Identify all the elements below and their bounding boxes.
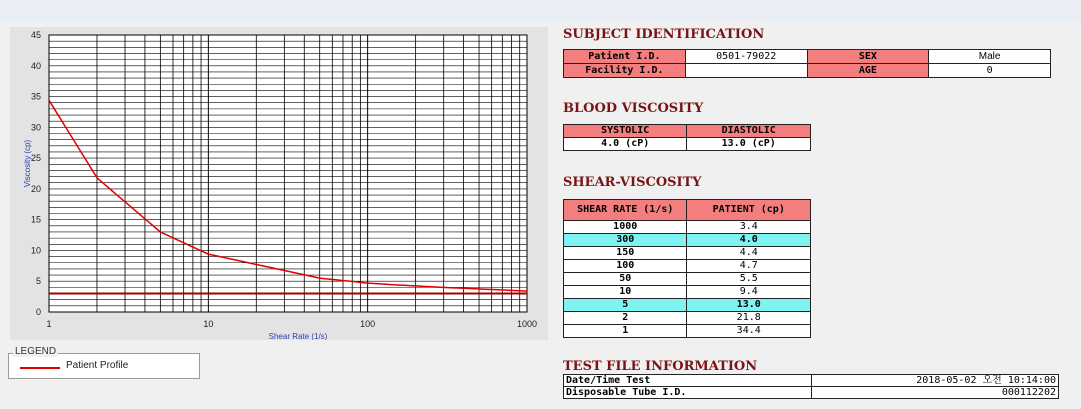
table-row [564,312,811,325]
shear-rate-cell: 150 [564,247,687,260]
patient-id-label: Patient I.D. [564,50,686,64]
table-row [564,234,811,247]
table-row [564,221,811,234]
subject-table [563,49,1051,78]
x-axis-label: Shear Rate (1/s) [268,332,328,340]
diastolic-value: 13.0 (cP) [687,138,811,151]
shear-viscosity-title: SHEAR-VISCOSITY [563,175,702,190]
x-tick-label: 10 [203,319,214,329]
y-tick-label: 35 [30,91,41,102]
shear-rate-cell: 5 [564,299,687,312]
patient-value-cell: 9.4 [687,286,811,299]
table-row [564,299,811,312]
shear-rate-header: SHEAR RATE (1/s) [564,200,687,221]
age-label: AGE [807,64,929,78]
disposable-tube-label: Disposable Tube I.D. [564,387,812,399]
window-top-bar [0,0,1081,22]
systolic-value: 4.0 (cP) [564,138,687,151]
plot-area [49,35,527,312]
shear-rate-cell: 300 [564,234,687,247]
table-row [564,260,811,273]
legend-title: LEGEND [15,346,57,357]
diastolic-label: DIASTOLIC [687,125,811,138]
patient-value-cell: 5.5 [687,273,811,286]
table-row [564,273,811,286]
facility-id-label: Facility I.D. [564,64,686,78]
legend-line-swatch [20,367,60,369]
test-file-table [563,374,1059,399]
y-tick-label: 10 [30,245,41,256]
legend-label: Patient Profile [66,360,129,371]
shear-rate-cell: 100 [564,260,687,273]
x-tick-label: 1 [46,319,52,329]
shear-rate-cell: 1000 [564,221,687,234]
systolic-label: SYSTOLIC [564,125,687,138]
y-tick-label: 30 [30,122,41,133]
x-tick-label: 1000 [516,319,538,329]
date-time-label: Date/Time Test [564,375,812,387]
patient-value-cell: 13.0 [687,299,811,312]
shear-table-body [564,221,811,338]
y-tick-label: 15 [30,214,41,225]
date-time-value: 2018-05-02 오전 10:14:00 [811,375,1058,387]
y-axis-label: Viscosity (cp) [23,139,32,188]
patient-value-cell: 34.4 [687,325,811,338]
patient-value-cell: 4.0 [687,234,811,247]
y-tick-label: 0 [35,307,41,317]
y-tick-label: 5 [35,276,41,287]
shear-rate-cell: 50 [564,273,687,286]
y-tick-label: 45 [30,30,41,40]
test-file-title: TEST FILE INFORMATION [563,359,758,374]
sex-label: SEX [807,50,929,64]
viscosity-chart [10,27,548,340]
y-tick-label: 20 [30,183,41,194]
x-tick-label: 100 [360,319,376,329]
blood-viscosity-title: BLOOD VISCOSITY [563,101,704,116]
shear-rate-cell: 1 [564,325,687,338]
viscosity-chart-svg [10,27,548,340]
patient-value-cell: 21.8 [687,312,811,325]
shear-rate-cell: 10 [564,286,687,299]
table-row [564,286,811,299]
facility-id-value [685,64,807,78]
y-tick-label: 40 [30,60,41,71]
disposable-tube-value: 000112202 [811,387,1058,399]
y-tick-label: 25 [30,153,41,164]
table-row [564,325,811,338]
age-value: 0 [929,64,1051,78]
patient-value-cell: 3.4 [687,221,811,234]
patient-value-cell: 4.4 [687,247,811,260]
subject-title: SUBJECT IDENTIFICATION [563,27,765,42]
patient-id-value: 0501-79022 [685,50,807,64]
shear-viscosity-table [563,199,811,338]
sex-value: Male [929,50,1051,64]
patient-value-cell: 4.7 [687,260,811,273]
shear-rate-cell: 2 [564,312,687,325]
patient-header: PATIENT (cp) [687,200,811,221]
table-row [564,247,811,260]
blood-viscosity-table [563,124,811,151]
